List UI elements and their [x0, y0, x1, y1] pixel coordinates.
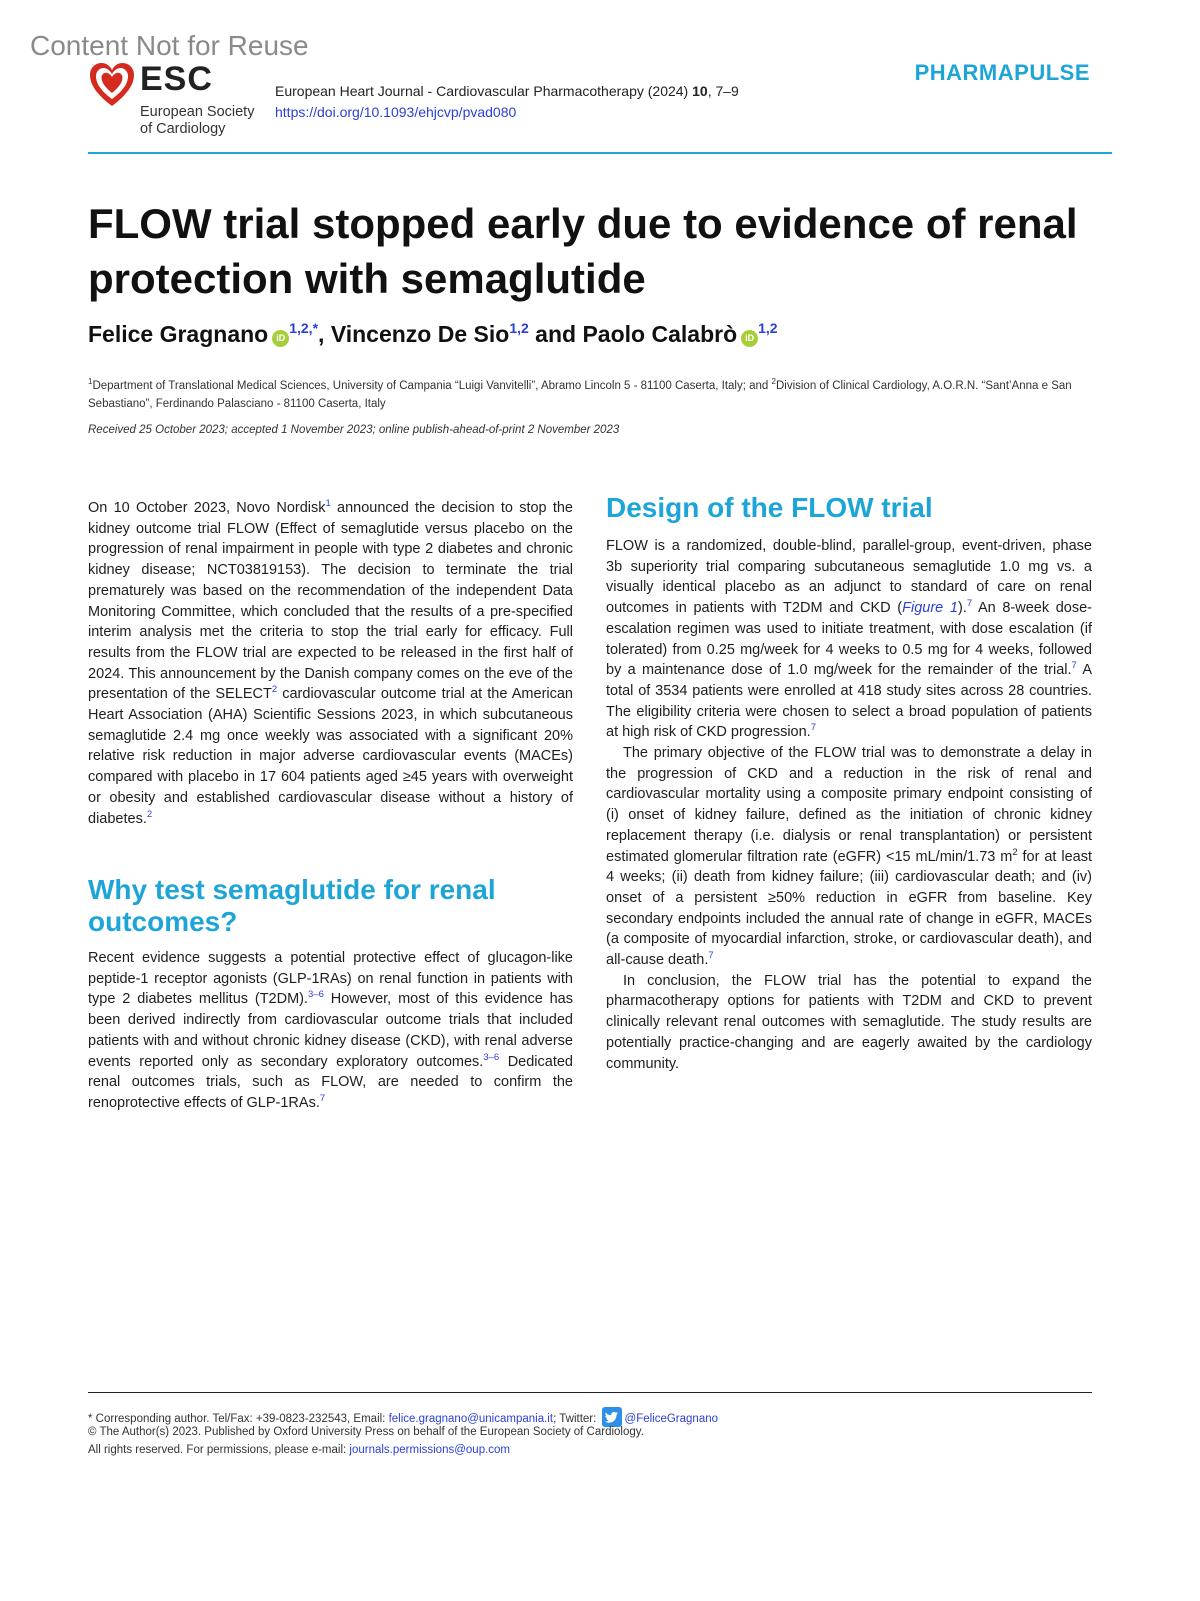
- citation-ref[interactable]: 3–6: [483, 1051, 500, 1063]
- email-link[interactable]: felice.gragnano@unicampania.it: [388, 1413, 554, 1425]
- intro-section: [88, 498, 573, 829]
- section-label: PHARMAPULSE: [914, 60, 1090, 85]
- citation-ref[interactable]: 2: [271, 684, 278, 696]
- affiliation-sup: 2: [771, 377, 776, 386]
- esc-logo[interactable]: [88, 62, 268, 142]
- article-title: FLOW trial stopped early due to evidence of renal protection with semaglutide: [88, 200, 1078, 302]
- text-run: FLOW is a randomized, double-blind, parallel-group, event-driven, phase 3b superiority trial comparing subcutaneous semaglutide 1.0 mg vs. a visually identical placebo as an adjunct to standard of care on renal outcomes in patients with T2DM and CKD (: [606, 538, 1092, 617]
- section-heading-design: Design of the FLOW trial: [606, 492, 933, 523]
- citation-ref[interactable]: 7: [1071, 660, 1077, 672]
- text-run: A total of 3534 patients were enrolled at 418 study sites across 28 countries. The eligibility criteria were chosen to select a broad population of patients at high risk of CKD progression.: [606, 662, 1092, 741]
- journal-pages: , 7–9: [707, 83, 739, 99]
- copyright-line: © The Author(s) 2023. Published by Oxford University Press on behalf of the European Society of Cardiology.: [88, 1426, 644, 1438]
- permissions-email-link[interactable]: journals.permissions@oup.com: [349, 1444, 511, 1456]
- why-paragraph: [88, 948, 573, 1114]
- affiliations: [88, 373, 1098, 413]
- citation-ref[interactable]: 7: [810, 722, 816, 734]
- received-dates: Received 25 October 2023; accepted 1 November 2023; online publish-ahead-of-print 2 November 2023: [88, 424, 620, 436]
- text-run: Dedicated renal outcomes trials, such as FLOW, are needed to confirm the renoprotective effects of GLP-1RAs.: [88, 1053, 573, 1111]
- text-run: An 8-week dose-escalation regimen was used to initiate treatment, with dose escalation (if tolerated) from 0.25 mg/week for 4 weeks to 0.5 mg for 4 weeks, followed by a maintenance dose of 1.0 mg/week for the remainder of the trial.: [606, 600, 1093, 679]
- logo-line-1: European Society: [140, 104, 255, 120]
- watermark: Content Not for Reuse: [30, 30, 309, 61]
- text-run: The primary objective of the FLOW trial was to demonstrate a delay in the progression of CKD and a reduction in the risk of renal and cardiovascular mortality using a composite primary endpoint consisting of (i) onset of kidney failure, defined as the initiation of chronic kidney replacement therapy (i.e. dialysis or renal transplantation) or persistent estimated glomerular filtration rate (eGFR) <15 mL/min/1.73 m: [606, 745, 1092, 865]
- figure-link[interactable]: Figure 1: [902, 600, 958, 617]
- citation-ref[interactable]: 7: [966, 598, 973, 610]
- author-separator: and: [528, 321, 583, 347]
- why-section: [88, 948, 573, 1114]
- section-heading-why: Why test semaglutide for renal outcomes?: [88, 874, 496, 937]
- author-affiliation-sup: 1,2: [758, 320, 778, 336]
- superscript: 2: [1012, 846, 1018, 858]
- journal-volume: 10: [692, 83, 708, 99]
- header-rule: [88, 152, 1112, 154]
- affiliation-sup: 1: [88, 377, 93, 386]
- citation-ref[interactable]: 7: [708, 950, 714, 962]
- text-run: announced the decision to stop the kidney outcome trial FLOW (Effect of semaglutide versus placebo on the progression of renal impairment in people with type 2 diabetes and chronic kidney disease; NCT03819153). The decision to terminate the trial prematurely was based on the recommendation of the independent Data Monitoring Committee, which concluded that the results of a pre-specified interim analysis met the criteria to stop the trial early for efficacy. Full results from the FLOW trial are expected to be released in the first half of 2024. This announcement by the Danish company comes on the eve of the presentation of the SELECT: [88, 500, 573, 703]
- author-list: [88, 320, 778, 348]
- logo-line-2: of Cardiology: [140, 121, 226, 137]
- design-section: [606, 536, 1092, 1074]
- text-run: for at least 4 weeks; (ii) death from kidney failure; (iii) cardiovascular death; and (iv) onset of a persistent ≥50% reduction in eGFR from baseline. Key secondary endpoints included the annual rate of change in eGFR, MACEs (a composite of myocardial infarction, stroke, or cardiovascular death), and all-cause death.: [606, 848, 1092, 969]
- design-paragraph-1: [606, 536, 1092, 743]
- citation-ref[interactable]: 2: [146, 808, 153, 820]
- text-run: Recent evidence suggests a potential protective effect of glucagon-like peptide-1 receptor agonists (GLP-1RAs) on renal function in patients with type 2 diabetes mellitus (T2DM).: [88, 950, 573, 1008]
- author-name[interactable]: Felice Gragnano: [88, 321, 269, 347]
- journal-name: European Heart Journal - Cardiovascular Pharmacotherapy (2024): [275, 83, 689, 99]
- logo-society: [140, 104, 254, 138]
- footer-rule: [88, 1392, 1092, 1393]
- twitter-handle-link[interactable]: @FeliceGragnano: [624, 1413, 719, 1425]
- corresponding-author: [88, 1407, 718, 1427]
- orcid-icon[interactable]: iD: [741, 330, 758, 347]
- doi-link[interactable]: https://doi.org/10.1093/ehjcvp/pvad080: [275, 104, 517, 120]
- citation-ref[interactable]: 7: [319, 1093, 326, 1105]
- author-name[interactable]: Vincenzo De Sio: [330, 321, 510, 347]
- logo-name: ESC: [140, 60, 213, 98]
- author-separator: ,: [318, 321, 331, 347]
- heart-logo-icon: [88, 62, 136, 108]
- author-name[interactable]: Paolo Calabrò: [582, 321, 738, 347]
- text-run: ; Twitter:: [553, 1413, 600, 1425]
- text-run: ).: [957, 600, 967, 617]
- text-run: However, most of this evidence has been derived indirectly from cardiovascular outcome trials that included patients with and without chronic kidney disease (CKD), with renal adverse events reported only as secondary exploratory outcomes.: [88, 991, 573, 1070]
- design-paragraph-2: [606, 743, 1092, 971]
- affiliation-2: Division of Clinical Cardiology, A.O.R.N. “Sant’Anna e San Sebastiano”, Ferdinando Palasciano - 81100 Caserta, Italy: [88, 379, 1072, 410]
- author-affiliation-sup: 1,2,*: [289, 320, 319, 336]
- intro-paragraph: [88, 498, 573, 829]
- text-run: cardiovascular outcome trial at the American Heart Association (AHA) Scientific Sessions 2023, in which subcutaneous semaglutide 2.4 mg once weekly was associated with a significant 20% relative risk reduction in major adverse cardiovascular events (MACEs) compared with placebo in 17 604 patients aged ≥45 years with overweight or obesity and established cardiovascular disease without a history of diabetes.: [88, 686, 573, 827]
- author-affiliation-sup: 1,2: [509, 320, 529, 336]
- rights-line: [88, 1444, 510, 1456]
- design-paragraph-3: In conclusion, the FLOW trial has the potential to expand the pharmacotherapy options for patients with T2DM and CKD to prevent clinically relevant renal outcomes with semaglutide. The study results are potentially practice-changing and are eagerly awaited by the cardiology community.: [606, 972, 1092, 1072]
- orcid-icon[interactable]: iD: [272, 330, 289, 347]
- citation-ref[interactable]: 3–6: [308, 989, 324, 1001]
- citation-ref[interactable]: 1: [325, 498, 331, 510]
- text-run: On 10 October 2023, Novo Nordisk: [88, 500, 326, 516]
- twitter-icon[interactable]: [602, 1407, 622, 1427]
- affiliation-1: Department of Translational Medical Sciences, University of Campania “Luigi Vanvitelli”, Abramo Lincoln 5 - 81100 Caserta, Italy; and: [92, 379, 772, 392]
- text-run: * Corresponding author. Tel/Fax: +39-0823-232543, Email:: [88, 1413, 389, 1425]
- text-run: All rights reserved. For permissions, please e-mail:: [88, 1444, 350, 1456]
- journal-citation: [275, 83, 739, 99]
